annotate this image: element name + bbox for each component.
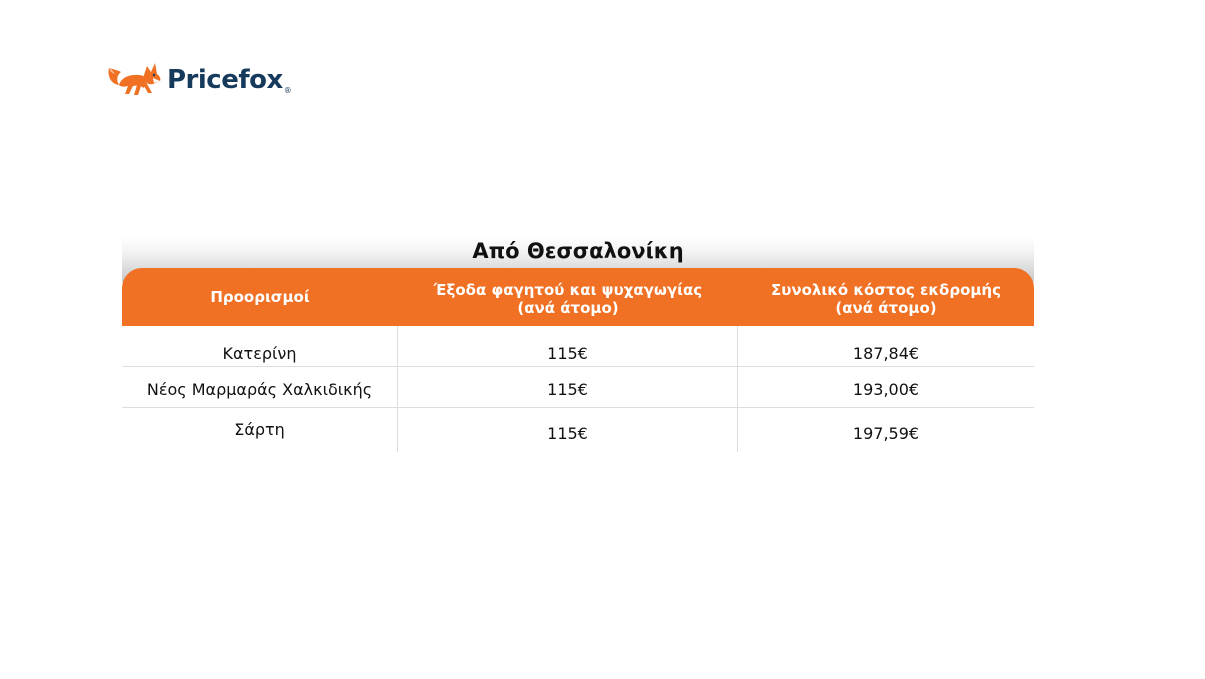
- cell-destination: Κατερίνη: [122, 326, 398, 366]
- header-destinations: [122, 268, 398, 326]
- header-destinations-label: Προορισμοί: [210, 288, 310, 306]
- cell-food-entertainment: 115€: [398, 408, 738, 452]
- table-row: [122, 326, 1034, 367]
- cell-destination: Νέος Μαρμαράς Χαλκιδικής: [122, 367, 398, 407]
- table-title: Από Θεσσαλονίκη: [472, 239, 684, 263]
- pricefox-logo: [107, 58, 292, 98]
- cell-total-cost: 187,84€: [852, 343, 920, 363]
- table-row: [122, 367, 1034, 408]
- registered-mark: ®: [283, 85, 292, 95]
- cell-total-cost: 193,00€: [852, 379, 920, 399]
- cell-destination: Σάρτη: [122, 408, 398, 452]
- cell-food-entertainment: 115€: [398, 367, 738, 407]
- table-row: [122, 408, 1034, 452]
- cost-table: [122, 236, 1034, 443]
- brand-name: Pricefox: [167, 65, 283, 95]
- header-food-entertainment: [398, 268, 738, 326]
- header-total-cost-line2: (ανά άτομο): [835, 299, 937, 317]
- fox-icon: [107, 58, 161, 98]
- cell-food-entertainment: 115€: [398, 326, 738, 366]
- header-food-entertainment-line2: (ανά άτομο): [517, 299, 619, 317]
- table-header: [122, 268, 1034, 326]
- cell-total-cost: 197,59€: [852, 423, 920, 443]
- table-body: [122, 326, 1034, 452]
- header-total-cost: [738, 268, 1034, 326]
- header-food-entertainment-line1: Έξοδα φαγητού και ψυχαγωγίας: [433, 281, 703, 299]
- header-total-cost-line1: Συνολικό κόστος εκδρομής: [770, 281, 1002, 299]
